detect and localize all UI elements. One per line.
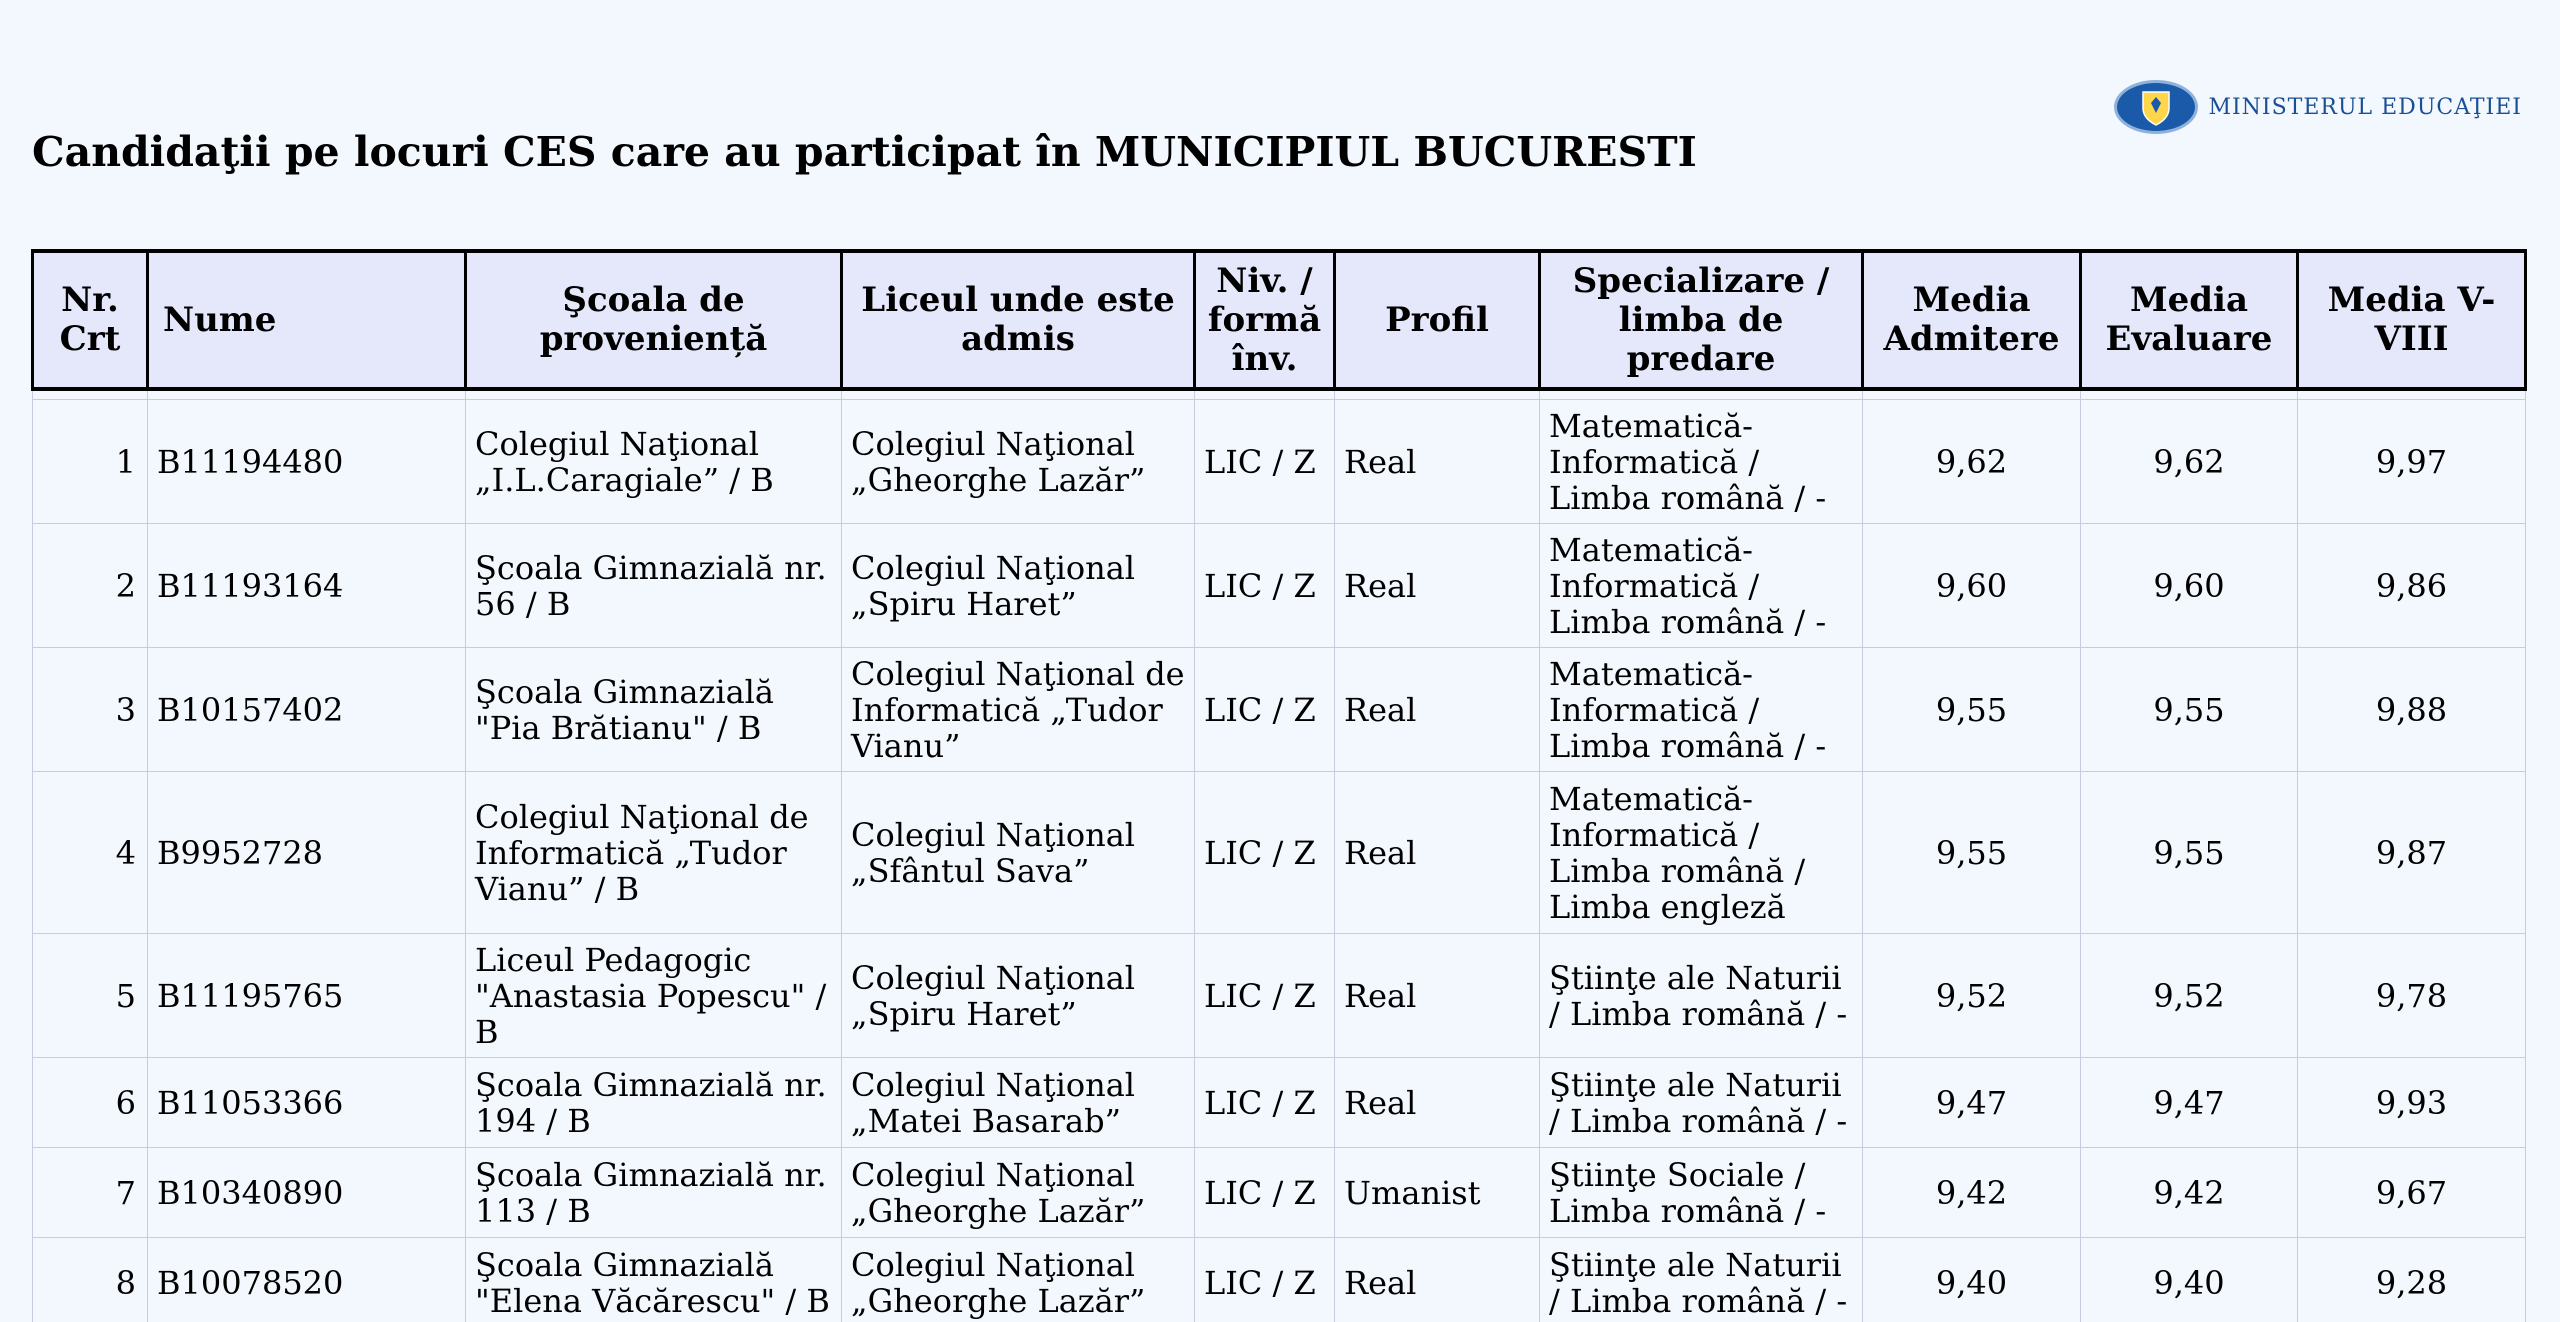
cell-profil: Real (1335, 1238, 1540, 1322)
cell-media-admitere: 9,40 (1863, 1238, 2081, 1322)
cell-specializare: Matematică-Informatică / Limba română / Limba engleză (1540, 772, 1863, 934)
cell-nume: B11193164 (148, 524, 466, 648)
table-header-row (33, 251, 2526, 389)
cell-nume: B9952728 (148, 772, 466, 934)
cell-liceu: Colegiul Naţional de Informatică „Tudor Vianu” (842, 648, 1195, 772)
cell-nume: B11053366 (148, 1058, 466, 1148)
cell-scoala: Liceul Pedagogic "Anastasia Popescu" / B (466, 934, 842, 1058)
cell-specializare: Ştiinţe ale Naturii / Limba română / - (1540, 934, 1863, 1058)
cell-nr: 6 (33, 1058, 148, 1148)
cell-nivel: LIC / Z (1195, 934, 1335, 1058)
cell-nume: B11194480 (148, 400, 466, 524)
cell-scoala: Colegiul Naţional „I.L.Caragiale” / B (466, 400, 842, 524)
table-row[interactable] (33, 934, 2526, 1058)
cell-profil: Real (1335, 934, 1540, 1058)
cell-profil: Real (1335, 524, 1540, 648)
cell-specializare: Ştiinţe ale Naturii / Limba română / - (1540, 1238, 1863, 1322)
ministry-logo (2114, 80, 2522, 134)
cell-liceu: Colegiul Naţional „Sfântul Sava” (842, 772, 1195, 934)
cell-nivel: LIC / Z (1195, 772, 1335, 934)
table-row[interactable] (33, 524, 2526, 648)
cell-nivel: LIC / Z (1195, 1238, 1335, 1322)
cell-media-admitere: 9,55 (1863, 772, 2081, 934)
cell-media-admitere: 9,47 (1863, 1058, 2081, 1148)
cell-profil: Real (1335, 772, 1540, 934)
cell-nivel: LIC / Z (1195, 1058, 1335, 1148)
cell-media-admitere: 9,60 (1863, 524, 2081, 648)
table-row[interactable] (33, 772, 2526, 934)
candidates-table (31, 249, 2527, 1322)
cell-media-admitere: 9,55 (1863, 648, 2081, 772)
cell-specializare: Matematică-Informatică / Limba română / - (1540, 648, 1863, 772)
column-header-nume[interactable]: Nume (148, 251, 466, 389)
cell-scoala: Şcoala Gimnazială nr. 56 / B (466, 524, 842, 648)
cell-scoala: Şcoala Gimnazială "Pia Brătianu" / B (466, 648, 842, 772)
cell-nivel: LIC / Z (1195, 648, 1335, 772)
cell-nr: 2 (33, 524, 148, 648)
cell-liceu: Colegiul Naţional „Spiru Haret” (842, 524, 1195, 648)
cell-media-v-viii: 9,67 (2298, 1148, 2526, 1238)
coat-of-arms-icon (2114, 80, 2198, 134)
column-header-specializare[interactable]: Specializare / limba de predare (1540, 251, 1863, 389)
column-header-nr[interactable]: Nr. Crt (33, 251, 148, 389)
column-header-liceu[interactable]: Liceul unde este admis (842, 251, 1195, 389)
cell-liceu: Colegiul Naţional „Matei Basarab” (842, 1058, 1195, 1148)
cell-media-admitere: 9,52 (1863, 934, 2081, 1058)
cell-media-evaluare: 9,47 (2081, 1058, 2298, 1148)
cell-nr: 4 (33, 772, 148, 934)
cell-nr: 3 (33, 648, 148, 772)
cell-specializare: Matematică-Informatică / Limba română / - (1540, 400, 1863, 524)
column-header-media-admitere[interactable]: Media Admitere (1863, 251, 2081, 389)
cell-liceu: Colegiul Naţional „Gheorghe Lazăr” (842, 400, 1195, 524)
cell-specializare: Ştiinţe Sociale / Limba română / - (1540, 1148, 1863, 1238)
cell-media-admitere: 9,62 (1863, 400, 2081, 524)
column-header-profil[interactable]: Profil (1335, 251, 1540, 389)
cell-liceu: Colegiul Naţional „Gheorghe Lazăr” (842, 1148, 1195, 1238)
column-header-media-v-viii[interactable]: Media V-VIII (2298, 251, 2526, 389)
cell-media-evaluare: 9,52 (2081, 934, 2298, 1058)
cell-media-v-viii: 9,88 (2298, 648, 2526, 772)
cell-scoala: Şcoala Gimnazială nr. 113 / B (466, 1148, 842, 1238)
cell-media-evaluare: 9,55 (2081, 648, 2298, 772)
cell-media-v-viii: 9,78 (2298, 934, 2526, 1058)
cell-scoala: Şcoala Gimnazială nr. 194 / B (466, 1058, 842, 1148)
cell-nr: 1 (33, 400, 148, 524)
cell-scoala: Şcoala Gimnazială "Elena Văcărescu" / B (466, 1238, 842, 1322)
cell-liceu: Colegiul Naţional „Spiru Haret” (842, 934, 1195, 1058)
cell-specializare: Ştiinţe ale Naturii / Limba română / - (1540, 1058, 1863, 1148)
candidates-table-container (31, 249, 2560, 1322)
cell-media-evaluare: 9,62 (2081, 400, 2298, 524)
table-row[interactable] (33, 400, 2526, 524)
cell-nume: B10340890 (148, 1148, 466, 1238)
table-spacer-row (33, 389, 2526, 400)
cell-specializare: Matematică-Informatică / Limba română / - (1540, 524, 1863, 648)
cell-nr: 7 (33, 1148, 148, 1238)
cell-nivel: LIC / Z (1195, 524, 1335, 648)
cell-liceu: Colegiul Naţional „Gheorghe Lazăr” (842, 1238, 1195, 1322)
cell-nr: 8 (33, 1238, 148, 1322)
table-row[interactable] (33, 1238, 2526, 1322)
cell-profil: Real (1335, 1058, 1540, 1148)
table-row[interactable] (33, 648, 2526, 772)
column-header-scoala[interactable]: Şcoala de proveniență (466, 251, 842, 389)
cell-media-v-viii: 9,86 (2298, 524, 2526, 648)
cell-scoala: Colegiul Naţional de Informatică „Tudor Vianu” / B (466, 772, 842, 934)
cell-media-evaluare: 9,40 (2081, 1238, 2298, 1322)
column-header-media-evaluare[interactable]: Media Evaluare (2081, 251, 2298, 389)
cell-nivel: LIC / Z (1195, 400, 1335, 524)
logo-text: MINISTERUL EDUCAŢIEI (2208, 94, 2522, 120)
cell-profil: Real (1335, 648, 1540, 772)
cell-media-admitere: 9,42 (1863, 1148, 2081, 1238)
cell-media-evaluare: 9,55 (2081, 772, 2298, 934)
cell-media-evaluare: 9,42 (2081, 1148, 2298, 1238)
cell-nume: B11195765 (148, 934, 466, 1058)
table-row[interactable] (33, 1148, 2526, 1238)
column-header-nivel[interactable]: Niv. / formă înv. (1195, 251, 1335, 389)
cell-nr: 5 (33, 934, 148, 1058)
cell-media-v-viii: 9,93 (2298, 1058, 2526, 1148)
page-title: Candidaţii pe locuri CES care au participat în MUNICIPIUL BUCURESTI (32, 128, 1697, 176)
cell-media-v-viii: 9,87 (2298, 772, 2526, 934)
table-row[interactable] (33, 1058, 2526, 1148)
cell-media-v-viii: 9,97 (2298, 400, 2526, 524)
cell-media-v-viii: 9,28 (2298, 1238, 2526, 1322)
cell-nivel: LIC / Z (1195, 1148, 1335, 1238)
cell-nume: B10078520 (148, 1238, 466, 1322)
cell-media-evaluare: 9,60 (2081, 524, 2298, 648)
cell-profil: Umanist (1335, 1148, 1540, 1238)
cell-profil: Real (1335, 400, 1540, 524)
cell-nume: B10157402 (148, 648, 466, 772)
